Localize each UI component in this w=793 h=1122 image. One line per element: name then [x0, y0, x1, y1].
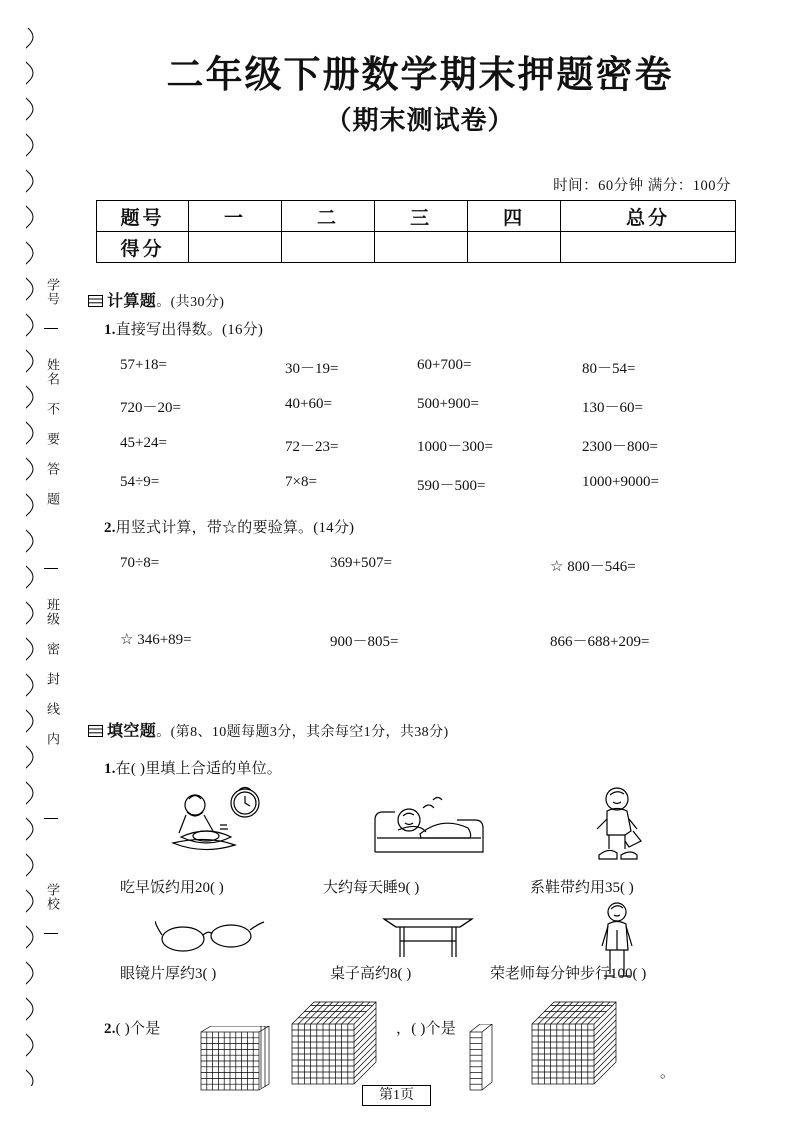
score-header-cell: 三 [375, 201, 468, 232]
q-label: 1. [104, 761, 116, 777]
page-footer [0, 1084, 793, 1104]
thousand-cube-icon-2 [530, 1000, 620, 1091]
thousand-cube-icon [290, 1000, 380, 1091]
vertical-calc-problem: 866－688+209= [550, 634, 650, 650]
arith-problem: 80－54= [582, 361, 636, 377]
section-1-heading [88, 288, 224, 311]
score-blank-cell[interactable] [468, 232, 561, 263]
q-text: 直接写出得数。(16分) [115, 322, 264, 338]
unit-caption: 荣老师每分钟步行100( ) [490, 966, 647, 982]
glasses-icon [155, 915, 265, 960]
score-blank-cell[interactable] [561, 232, 736, 263]
q-label: 2. [104, 520, 116, 536]
score-blank-cell[interactable] [189, 232, 282, 263]
seal-text-column [42, 28, 60, 1086]
score-header-cell: 二 [282, 201, 375, 232]
section-2-note: 。(第8、10题每题3分，其余每空1分，共38分) [156, 725, 449, 740]
tying-shoes-icon [585, 785, 657, 870]
arith-problem: 45+24= [120, 435, 167, 451]
arith-problem: 7×8= [285, 474, 317, 490]
arith-problem: 720－20= [120, 400, 181, 416]
q-text: 在( )里填上合适的单位。 [115, 761, 282, 777]
arith-problem: 57+18= [120, 357, 167, 373]
q-label: 2. [104, 1021, 116, 1037]
section-1-note: 。(共30分) [156, 295, 225, 310]
arith-problem: 72－23= [285, 439, 339, 455]
section2-q2-line-cont [396, 1017, 456, 1038]
arith-problem: 1000－300= [417, 439, 493, 455]
q-text: 。 [660, 1065, 676, 1081]
unit-caption: 桌子高约8( ) [330, 966, 412, 982]
table-icon [380, 905, 476, 968]
q-text: 是 [440, 1021, 456, 1037]
vertical-calc-problem: 70÷8= [120, 555, 160, 571]
arith-problem: 60+700= [417, 357, 472, 373]
section1-q2-line [104, 516, 354, 537]
seal-strip [26, 28, 60, 1086]
arith-problem: 54÷9= [120, 474, 160, 490]
score-header-cell: 一 [189, 201, 282, 232]
q-text: ，( )个 [396, 1021, 441, 1037]
arith-problem: 130－60= [582, 400, 643, 416]
arith-problem: 1000+9000= [582, 474, 659, 490]
seal-label-class: 班级 密 封 线 内 [45, 598, 60, 746]
section2-q1-line [104, 757, 282, 778]
page-subtitle: （期末测试卷） [325, 106, 515, 135]
sleeping-child-icon [365, 790, 495, 867]
arith-problem: 30－19= [285, 361, 339, 377]
section-marker-icon [88, 724, 103, 736]
score-table [96, 200, 736, 263]
vertical-calc-problem: 369+507= [330, 555, 392, 571]
seal-label-name: 姓名 不 要 答 题 [45, 358, 60, 506]
vertical-calc-problem: ☆ 346+89= [120, 632, 192, 648]
q-text: 是 [145, 1021, 161, 1037]
table-row [97, 232, 736, 263]
unit-caption: 眼镜片厚约3( ) [120, 966, 217, 982]
score-label-cell: 得分 [97, 232, 189, 263]
unit-caption: 系鞋带约用35( ) [530, 880, 634, 896]
vertical-calc-problem: ☆ 800－546= [550, 559, 636, 575]
arith-problem: 500+900= [417, 396, 479, 412]
score-blank-cell[interactable] [375, 232, 468, 263]
arith-problem: 40+60= [285, 396, 332, 412]
seal-label-school: 学校 [45, 883, 60, 911]
q-text: ( )个 [115, 1021, 146, 1037]
section-1-title: 计算题 [107, 293, 157, 310]
page-title: 二年级下册数学期末押题密卷 [166, 55, 674, 96]
q-label: 1. [104, 322, 116, 338]
breakfast-clock-icon [165, 785, 270, 868]
wavy-border-icon [26, 28, 40, 1086]
section2-q2-line [104, 1017, 160, 1038]
section-marker-icon [88, 294, 103, 306]
arith-problem: 590－500= [417, 478, 486, 494]
unit-caption: 大约每天睡9( ) [323, 880, 420, 896]
table-row [97, 201, 736, 232]
section2-q2-end [660, 1061, 675, 1082]
score-header-cell: 四 [468, 201, 561, 232]
score-blank-cell[interactable] [282, 232, 375, 263]
seal-label-student-id: 学号 [45, 278, 60, 306]
unit-caption: 吃早饭约用20( ) [120, 880, 224, 896]
section-2-title: 填空题 [107, 723, 157, 740]
section-2-heading [88, 718, 449, 741]
arith-problem: 2300－800= [582, 439, 658, 455]
section1-q1-line [104, 318, 263, 339]
exam-meta: 时间：60分钟 满分：100分 [553, 178, 731, 194]
score-header-cell: 题号 [97, 201, 189, 232]
score-header-cell: 总分 [561, 201, 736, 232]
vertical-calc-problem: 900－805= [330, 634, 399, 650]
q-text: 用竖式计算，带☆的要验算。(14分) [115, 520, 355, 536]
page-number: 第1页 [362, 1085, 431, 1106]
